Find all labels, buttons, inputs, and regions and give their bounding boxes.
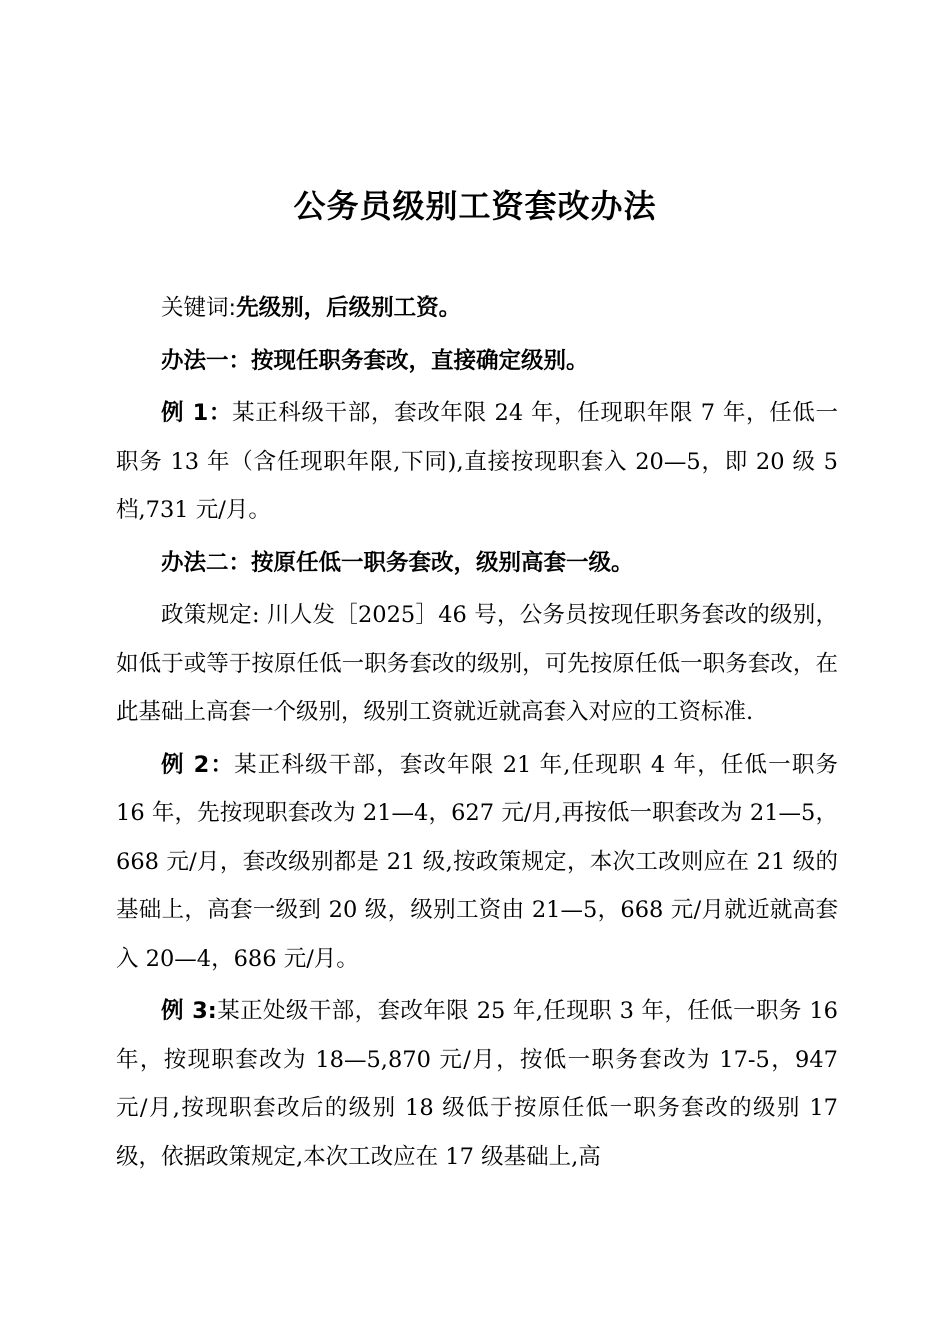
example1-text: 某正科级干部，套改年限 24 年，任现职年限 7 年，任低一职务 13 年（含任现职年限,下同),直接按现职套入 20—5，即 20 级 5 档,731 元/月。 — [116, 400, 838, 523]
keywords-text: 先级别，后级别工资。 — [236, 295, 462, 321]
method1-heading: 办法一：按现任职务套改，直接确定级别。 — [161, 347, 589, 374]
keywords-paragraph — [116, 284, 838, 333]
example2-text: 某正科级干部，套改年限 21 年,任现职 4 年，任低一职务 16 年，先按现职套改为 21—4，627 元/月,再按低一职套改为 21—5，668 元/月，套改级别都是 21 级,按政策规定，本次工改则应在 21 级的基础上，高套一级到 20 级，级别工资由 21—5，668 元/月就近就高套入 20—4，686 元/月。 — [116, 751, 838, 972]
method2-heading: 办法二：按原任低一职务套改，级别高套一级。 — [161, 549, 634, 576]
policy-text: 政策规定: 川人发［2025］46 号，公务员按现任职务套改的级别，如低于或等于按原任低一职务套改的级别，可先按原任低一职务套改，在此基础上高套一个级别，级别工资就近就高套入对应的工资标准. — [116, 602, 838, 725]
method2-paragraph — [116, 539, 838, 588]
document-body — [116, 284, 838, 1185]
example3-paragraph — [116, 987, 838, 1181]
method1-paragraph — [116, 337, 838, 386]
document-title: 公务员级别工资套改办法 — [293, 187, 657, 225]
example1-label: 例 1： — [161, 400, 233, 426]
example1-paragraph — [116, 389, 838, 535]
keywords-label: 关键词: — [161, 295, 237, 321]
example3-label: 例 3: — [161, 998, 217, 1024]
policy-paragraph — [116, 591, 838, 737]
example2-label: 例 2： — [161, 751, 235, 778]
example3-text: 某正处级干部，套改年限 25 年,任现职 3 年，任低一职务 16 年，按现职套改为 18—5,870 元/月，按低一职务套改为 17-5，947 元/月,按现职套改后的级别 18 级低于按原任低一职务套改的级别 17 级，依据政策规定,本次工改应在 17 级基础上,高 — [116, 998, 838, 1170]
example2-paragraph — [116, 741, 838, 984]
